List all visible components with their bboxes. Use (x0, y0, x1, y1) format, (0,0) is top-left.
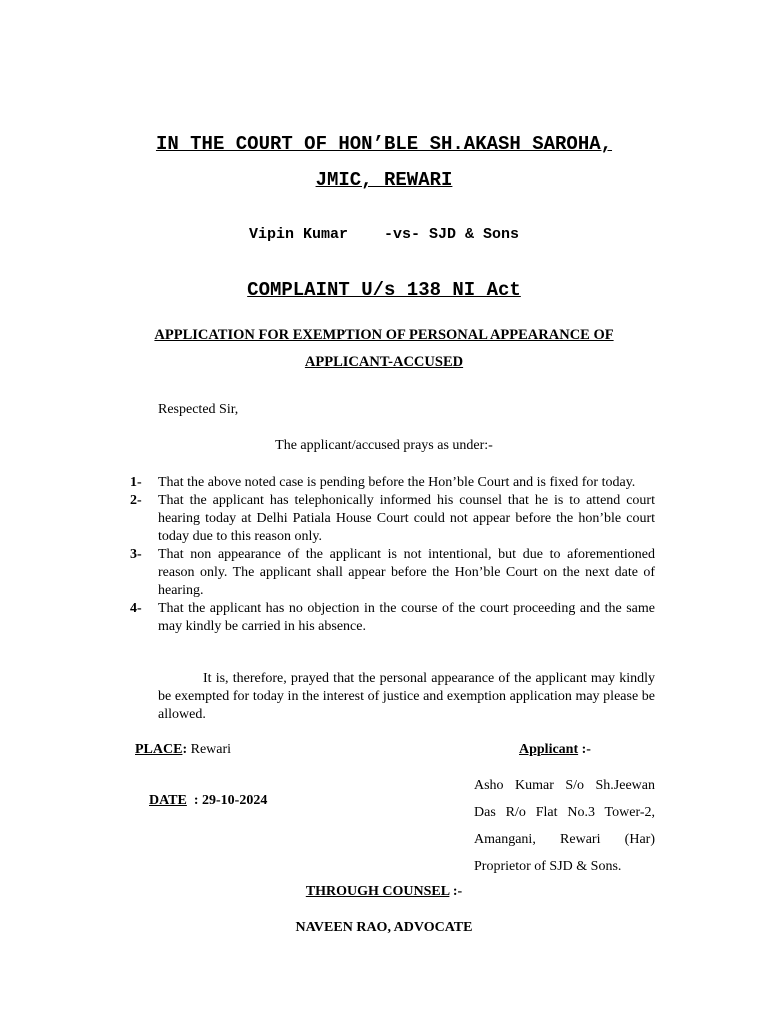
point-text: That the applicant has telephonically informed his counsel that he is to attend court hearing today at Delhi Patiala House Court could not appear before the hon’ble court today due to this reason only. (158, 493, 655, 544)
point-number: 3- (130, 547, 142, 562)
place-separator: : (182, 742, 188, 757)
point-text: That the above noted case is pending before the Hon’ble Court and is fixed for today. (158, 475, 636, 490)
intro-line: The applicant/accused prays as under:- (275, 438, 493, 453)
through-counsel-label: THROUGH COUNSEL (305, 884, 450, 899)
point-text: That the applicant has no objection in the course of the court proceeding and the same may kindly be carried in his absence. (158, 601, 655, 634)
court-title-line-1: IN THE COURT OF HON’BLE SH.AKASH SAROHA, (155, 133, 613, 155)
place-line (135, 742, 231, 758)
through-counsel-separator: :- (449, 884, 463, 899)
applicant-address: Asho Kumar S/o Sh.Jeewan Das R/o Flat No.3 Tower-2, Amangani, Rewari (Har) Proprietor of SJD & Sons. (474, 778, 655, 874)
applicant-separator: :- (578, 742, 591, 757)
date-label: DATE (149, 793, 187, 808)
list-item (130, 474, 655, 492)
date-line (135, 777, 267, 825)
case-parties: Vipin Kumar -vs- SJD & Sons (248, 226, 520, 243)
place-label: PLACE (135, 742, 183, 757)
list-item (130, 546, 655, 600)
point-number: 2- (130, 493, 142, 508)
prayer-paragraph: It is, therefore, prayed that the personal appearance of the applicant may kindly be exempted for today in the interest of justice and exemption application may please be allowed. (158, 671, 655, 722)
application-title-line-2: APPLICANT-ACCUSED (304, 354, 464, 370)
application-title-line-1: APPLICATION FOR EXEMPTION OF PERSONAL APPEARANCE OF (154, 327, 614, 343)
date-value: : 29-10-2024 (186, 793, 268, 808)
complaint-heading: COMPLAINT U/s 138 NI Act (247, 279, 521, 301)
list-item (130, 492, 655, 546)
points-list (130, 474, 655, 636)
applicant-label: Applicant (519, 742, 579, 757)
point-text: That non appearance of the applicant is not intentional, but due to aforementioned reason only. The applicant shall appear before the Hon’ble Court on the next date of hearing. (158, 547, 655, 598)
place-value: Rewari (187, 742, 232, 757)
through-counsel-line (0, 884, 768, 900)
counsel-name: NAVEEN RAO, ADVOCATE (295, 920, 473, 935)
court-title-line-2: JMIC, REWARI (315, 169, 453, 191)
salutation: Respected Sir, (158, 402, 239, 417)
list-item (130, 600, 655, 636)
applicant-heading (519, 742, 591, 758)
point-number: 1- (130, 475, 142, 490)
point-number: 4- (130, 601, 142, 616)
